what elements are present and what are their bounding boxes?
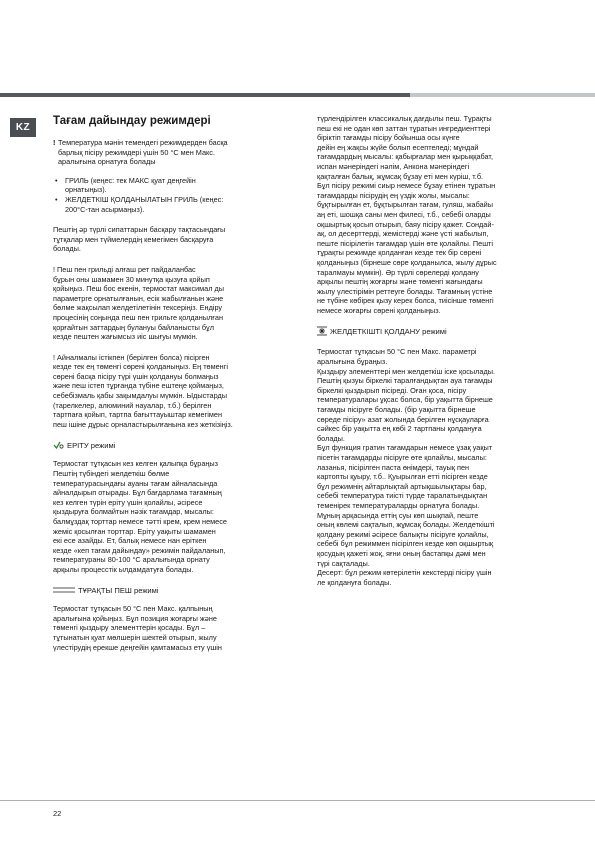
text-line: температуралары ұқсас болса, бір уақытта бірнеше	[317, 395, 493, 405]
text-line: температурасындағы ауаны тағам айналасында	[53, 478, 218, 488]
text-line: айналдырып отырады. Бұл бағдарлама тағамның	[53, 488, 222, 498]
text-line: қолданыңыз (бірнеше сөре қолданылса, жылу дұрыс	[317, 257, 497, 267]
text-line: аралығына орнатуға болады	[58, 157, 156, 167]
text-line: себебі температура тиісті түрде таралатындықтан	[317, 491, 488, 501]
footer-rule	[0, 800, 595, 801]
text-line: Бұл функция гратин тағамдарын немесе ұзақ уақыт	[317, 443, 493, 453]
text-line: үлестірудің ерекше деңгейін қамтамасыз ету үшін	[53, 642, 222, 652]
static-oven-heading-text: ТҰРАҚТЫ ПЕШ режимі	[78, 585, 159, 595]
text-line: 200°С-тан асырмаңыз).	[65, 204, 145, 214]
text-line: қосудың қажеті жоқ, яғни оның бастапқы дәмі мен	[317, 548, 486, 558]
text-line: тартпаға қойып, тартпа бағыттауыштар кемегімен	[53, 410, 222, 420]
rotisserie-warning	[53, 353, 293, 430]
text-line: Пештің түбіндегі желдеткіш бөлме	[53, 469, 170, 479]
text-line: кезде тек ең төменгі сөрені қолданыңыз. Ең төменгі	[53, 362, 228, 372]
text-line: немесе жоғарғы сөрені қолданыңыз.	[317, 305, 441, 315]
bullet-mark: •	[55, 194, 58, 204]
text-line: теменірек температураларды орнатуға болады.	[317, 500, 480, 510]
text-line: қақталған балық, жұмсақ бұзау еті мен күріш, т.б.	[317, 171, 484, 181]
text-line: жылу үлестірімін реттеуге болады. Тағамның үстіне	[317, 286, 493, 296]
text-line: себебізмаль қабы зақымдалуы мүмкін. Ыдыстарды	[53, 391, 227, 401]
text-line: Мұның арқасында еттің суы көп шықпай, пеште	[317, 510, 479, 520]
text-line: қорғайтын заттардың булануы байланысты бұл	[53, 322, 214, 332]
text-line: сәйкес бір уақытта ең көбі 2 тартпаны қолдануға	[317, 424, 482, 434]
text-line: оның көлемі сақталып, жұмсақ болады. Желдеткішті	[317, 520, 495, 530]
bullet-fan-grill	[53, 195, 293, 214]
text-line: түрлендірілген классикалық дағдылы пеш. Тұрақты	[317, 114, 492, 123]
text-line: төменгі қыздыру элементтерін қосады. Бұл –	[53, 623, 206, 633]
text-line: аң еті, шошқа саны мен филесі, т.б., себебі оларды	[317, 209, 491, 219]
static-oven-heading	[53, 586, 293, 596]
text-line: параметрге орнатылғанын, есік жабылғанын және	[53, 293, 224, 303]
text-line: дейін ең жақсы жүйе болып есептеледі; мұндай	[317, 142, 479, 152]
text-line: жеміс қосылған торттар. Еріту уақыты шамамен	[53, 526, 216, 536]
text-line: аралығына қойыңыз. Бұл позиция жоғарғы және	[53, 613, 217, 623]
text-line: таралмауы мүмкін). Әр түрлі сөрелерді қолдану	[317, 267, 479, 277]
text-line: Қыздыру элементтері мен желдеткіш іске қосылады.	[317, 366, 496, 376]
text-line: қойыңыз. Пеш бос екенін, термостат максимал ды	[53, 284, 225, 294]
text-line: кезде «кеп тағам дайындау» режимін пайдаланып,	[53, 545, 226, 555]
text-line: ақ, ол десерттерді, жемістерді және үсті жабылып,	[317, 229, 489, 239]
text-line: түрі сақталады.	[317, 558, 370, 568]
text-line: лазанья, пісірілген паста өнімдері, тауық пен	[317, 462, 470, 472]
text-line: тағамды пісіруге болады. (бір уақытта бірнеше	[317, 405, 476, 415]
top-bottom-heat-icon	[53, 587, 75, 593]
text-line: кезде пештен жағымсыз иіс шығуы мүмкін.	[53, 332, 198, 342]
text-line: пісетін тағамдарды пісіруге өте қолайлы, мысалы:	[317, 453, 487, 462]
text-line: бұқтырылған ет, бұқтырылған тағам, гуляш, жабайы	[317, 200, 493, 210]
text-line: (тарелкелер, алюминий науалар, т.б.) берілген	[53, 400, 212, 410]
bullet-grill	[53, 176, 293, 195]
text-line: арқылы пештің жоғарғы және төменгі жағындағы	[317, 277, 483, 287]
defrost-heading-text: ЕРІТУ режимі	[67, 440, 116, 450]
text-line: Бұл пісіру режимі сиыр немесе бұзау етінен тұратын	[317, 181, 496, 191]
text-line: екі есе азайды. Ет, балық немесе нан еріткен	[53, 536, 207, 546]
text-line: біркелкі қыздырып пісіреді. Оған қоса, пісіру	[317, 385, 467, 395]
text-line: бұл режимнің айтарлықтай артықшылықтары бар,	[317, 481, 487, 491]
first-use-warning	[53, 265, 293, 342]
text-line: бөлме жақсылап желдетілетінін тексеріңіз. Ендіру	[53, 303, 223, 313]
text-line: сөреде пісіру» азат жолында берілген нұсқауларға	[317, 414, 489, 424]
text-line: барлық пісіру режимдері үшін 50 °C мен Макс.	[58, 147, 215, 157]
text-line: ! Пеш пен грильді алғаш рет пайдаланбас	[53, 264, 196, 274]
header-bar-dark	[0, 93, 410, 97]
text-line: пеште пісірілетін тағамдар үшін өте қолайлы. Пешті	[317, 238, 494, 248]
snowflake-drop-icon	[53, 440, 64, 450]
text-line: тұтынатын қуат мөлшерін шектей отырып, жылу	[53, 632, 217, 642]
text-line: пеш екі не одан көп заттан тұратын ингредиенттері	[317, 123, 491, 133]
text-line: ГРИЛЬ (кеңес: тек МАКС қуат деңгейін	[65, 175, 196, 185]
text-line: Термостат тұтқасын 50 °С пен Макс. параметрі	[317, 347, 477, 357]
text-line: қыздыруға болмайтын нәзік тағамдар, мысалы:	[53, 507, 214, 517]
defrost-paragraph	[53, 459, 293, 574]
text-line: пеш ішіне дұрыс орналастырылғанына кез жеткізіңіз.	[53, 419, 233, 429]
note-mark: !	[53, 138, 56, 147]
text-line: Термостат тұтқасын 50 °С пен Макс. қалпының	[53, 604, 213, 614]
fan-mode-heading	[317, 326, 577, 336]
page-number: 22	[53, 809, 62, 818]
static-oven-paragraph	[53, 604, 293, 652]
text-line: Десерт: бұл режим көтерілетін кекстерді пісіру үшін	[317, 568, 492, 578]
header-bar-light	[410, 93, 595, 97]
text-line: Пештің әр түрлі сипаттарын басқару тақтасындағы	[53, 225, 226, 235]
text-line: себебі бұл режиммен пісірілген кезде көп оқшыртық	[317, 539, 494, 549]
text-line: және пеш істеп тұрғанда түбіне ештеңе қоймаңыз,	[53, 381, 224, 391]
fan-icon	[317, 326, 327, 336]
text-line: тағамдардың мысалы: қабырғалар мен қырыққабат,	[317, 152, 493, 162]
text-line: балмұздақ торттар немесе тәтті крем, крем немесе	[53, 517, 227, 526]
text-line: Термостат тұтқасын кез келген қалыпқа бұраңыз	[53, 459, 219, 469]
text-line: орнатыңыз).	[65, 185, 107, 195]
text-line: біріктіп тағамды пісіру бойынша осы күнге	[317, 133, 460, 143]
text-line: арқылы процесстік ылдамдатуға болады.	[53, 564, 194, 574]
text-line: ЖЕЛДЕТКІШ ҚОЛДАНЫЛАТЫН ГРИЛЬ (кеңес:	[65, 194, 224, 204]
text-line: ! Айналмалы істікпен (берілген болса) пісірген	[53, 352, 210, 362]
text-line: бұрын оны шамамен 30 минутқа қызуға қойып	[53, 274, 210, 284]
text-line: тағамдарды пісірудің ең үздік жолы, мысалы:	[317, 190, 470, 200]
fan-mode-paragraph	[317, 347, 577, 587]
language-tab: KZ	[10, 118, 36, 137]
text-line: не түбіне көбірек қызу керек болса, тиісінше төменгі	[317, 296, 494, 306]
text-line: оқшыртық қосып отырып, баяу пісіру қажет. Сондай-	[317, 219, 494, 229]
text-line: тұрақты режимде қолданған кезде тек бір сөрені	[317, 248, 482, 258]
text-line: қолдану режимі әсіресе балықты пісіруге қолайлы,	[317, 529, 489, 539]
text-line: процесінің соңында пеш пен грильге қолданылған	[53, 312, 223, 322]
text-line: кез келген түрін еріту үшін қолайлы, әсіресе	[53, 497, 203, 507]
static-oven-continued	[317, 114, 577, 315]
defrost-heading	[53, 440, 293, 450]
text-line: тұтқалар мен түймелердің кемегімен басқаруға	[53, 234, 214, 244]
text-line: температураны 80-100 °С аралығында орнату	[53, 555, 210, 565]
left-column	[53, 114, 293, 652]
text-line: болады.	[317, 433, 345, 443]
text-line: сөрені басқа пісіру түрі үшін қолдануы болмаңыз	[53, 371, 219, 381]
bullet-mark: •	[55, 175, 58, 185]
text-line: ле қолдануға болады.	[317, 577, 392, 587]
text-line: картопты қуыру, т.б.. Қуырылған етті пісірген кезде	[317, 472, 488, 482]
text-line: испан мәнеріндегі нәлім, Анкона мәнеріндегі	[317, 161, 470, 171]
text-line: Пештің қызуы біркелкі таралғандықтан ауа тағамды	[317, 376, 493, 386]
section-title: Тағам дайындау режимдері	[53, 115, 211, 127]
text-line: болады.	[53, 244, 81, 254]
text-line: аралығына бұраңыз.	[317, 357, 388, 367]
text-line: Температура мәнін темендегі режимдерден басқа	[58, 138, 228, 147]
controls-paragraph	[53, 225, 293, 254]
fan-mode-heading-text: ЖЕЛДЕТКІШТІ ҚОЛДАНУ режимі	[330, 326, 447, 336]
intro-note	[53, 138, 293, 167]
right-column	[317, 114, 577, 587]
